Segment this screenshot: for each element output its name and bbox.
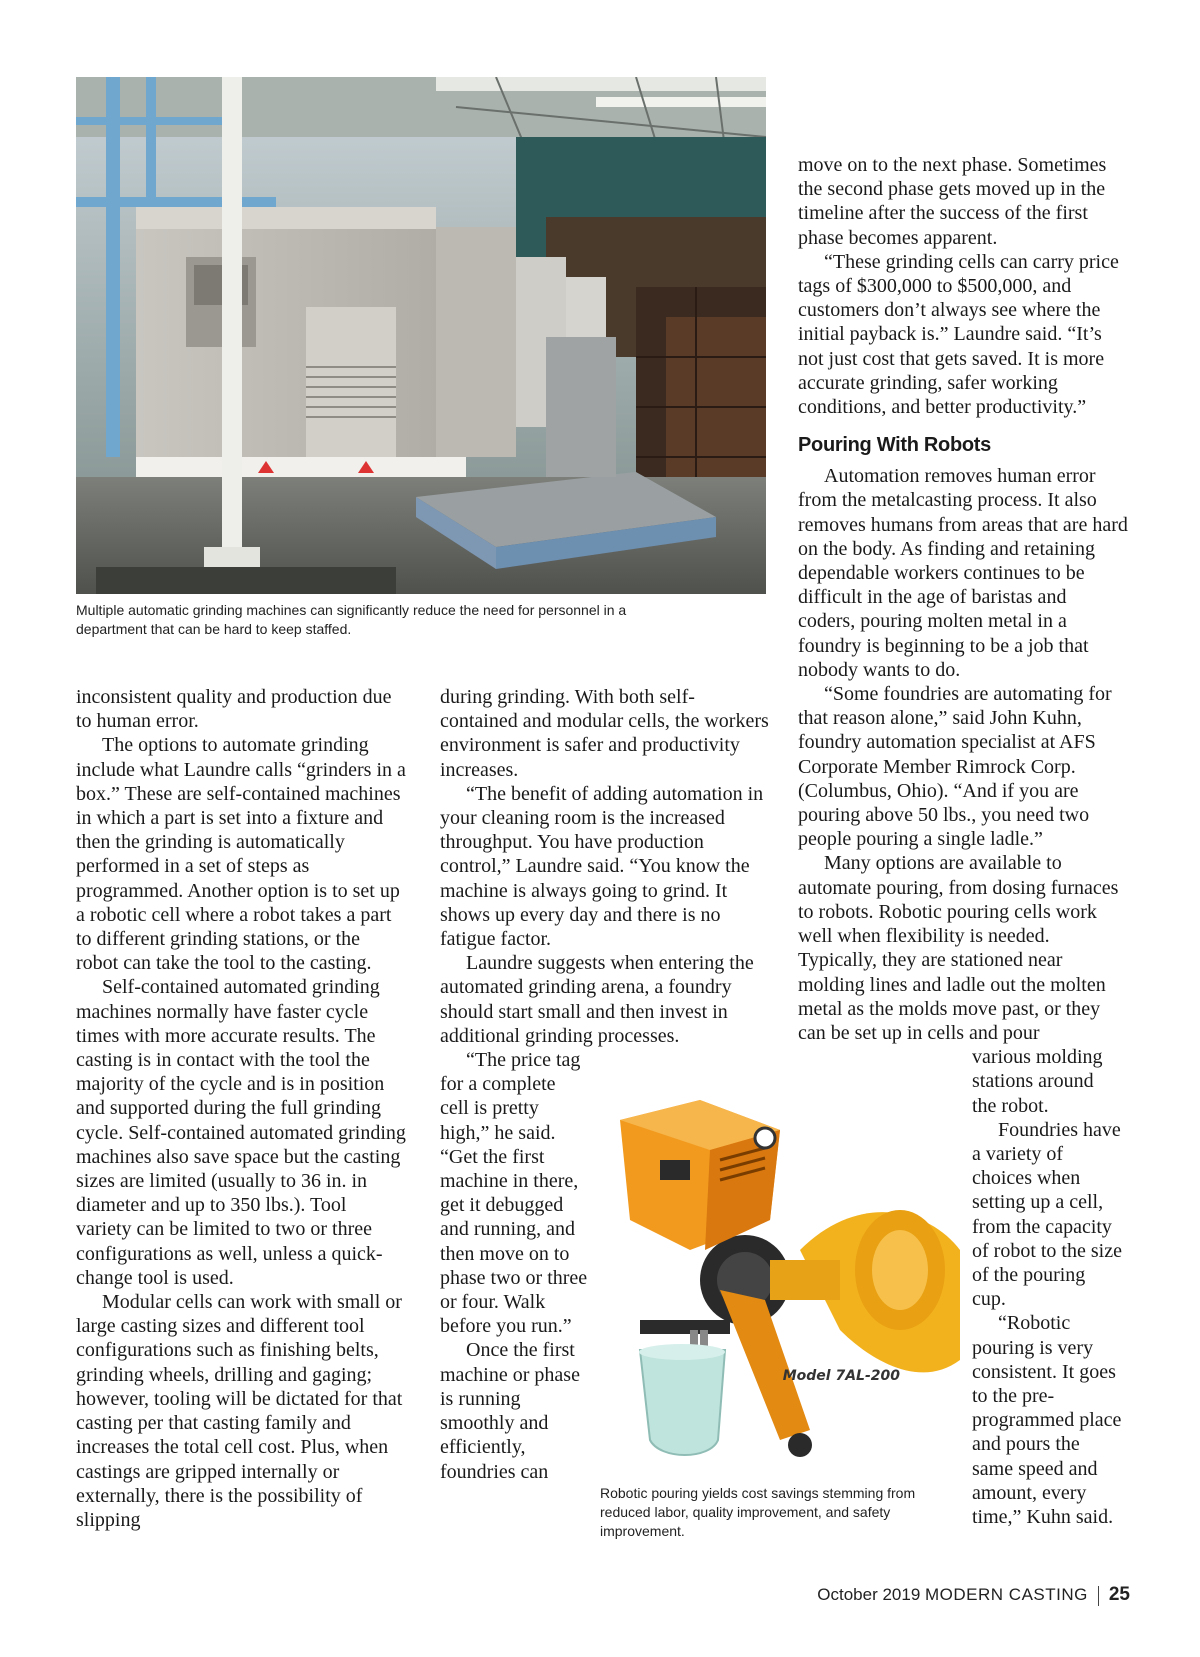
footer-issue: October 2019 — [817, 1585, 921, 1604]
col2-paragraph-4: “The price tag for a complete cell is pretty high,” he said. “Get the first machine in there, get it debugged and running, and then move on to phase two or three or four. Walk before you run.” — [440, 1049, 588, 1338]
col2-paragraph-1: during grinding. With both self-contained and modular cells, the workers environment is safer and productivity increases. — [440, 686, 769, 781]
col3-paragraph-3: Automation removes human error from the metalcasting process. It also removes humans from areas that are hard on the body. As finding and retaining dependable workers continues to be difficult in the age of baristas and coders, pouring molten metal in a foundry is beginning to be a job that nobody wants to do. — [798, 465, 1128, 681]
footer-divider — [1098, 1586, 1099, 1606]
page-number: 25 — [1108, 1584, 1130, 1605]
section-heading: Pouring With Robots — [798, 434, 991, 457]
col3-paragraph-4: “Some foundries are automating for that reason alone,” said John Kuhn, foundry automation specialist at AFS Corporate Member Rimrock Corp. (Columbus, Ohio). “And if you are pouring above 50 lbs., you need two people pouring a single ladle.” — [798, 683, 1112, 851]
photo-caption: Multiple automatic grinding machines can significantly reduce the need for personnel in a department that can be hard to keep staffed. — [76, 602, 627, 637]
col1-paragraph-3: Self-contained automated grinding machines normally have faster cycle times with more accurate results. The casting is in contact with the tool the majority of the cycle and is in position and supported during the full grinding cycle. Self-contained automated grinding machines also save space but the casting sizes are limited (usually to 36 in. in diameter and up to 350 lbs.). Tool variety can be limited to two or three configurations as well, unless a quick-change tool is used. — [76, 976, 406, 1289]
col3-paragraph-6: various molding stations around the robot. — [972, 1046, 1103, 1117]
col3-paragraph-2: “These grinding cells can carry price tags of $300,000 to $500,000, and customers don’t always see where the initial payback is.” Laundre said. “It’s not just cost that gets saved. It is more accurate grinding, safer working conditions, and better productivity.” — [798, 250, 1119, 419]
col3-paragraph-7: Foundries have a variety of choices when setting up a cell, from the capacity of robot to the size of the pouring cup. — [972, 1118, 1122, 1311]
col2-paragraph-5: Once the first machine or phase is running smoothly and efficiently, foundries can — [440, 1339, 580, 1483]
col1-paragraph-1: inconsistent quality and production due to human error. — [76, 686, 392, 733]
col3-paragraph-8: “Robotic pouring is very consistent. It goes to the pre-programmed place and pours the same speed and amount, every time,” Kuhn said. — [972, 1312, 1122, 1528]
col3-paragraph-1: move on to the next phase. Sometimes the second phase gets moved up in the timeline after the success of the first phase becomes apparent. — [798, 154, 1107, 249]
col2-paragraph-3: Laundre suggests when entering the automated grinding arena, a foundry should start small and then invest in additional grinding processes. — [440, 952, 754, 1047]
col1-paragraph-4: Modular cells can work with small or large casting sizes and different tool configurations such as finishing belts, grinding wheels, drilling and gaging; however, tooling will be dictated for that casting per that casting family and increases the total cell cost. Plus, when castings are gripped internally or externally, there is the possibility of slipping — [76, 1291, 403, 1531]
col3-paragraph-5: Many options are available to automate pouring, from dosing furnaces to robots. Robotic pouring cells work well when flexibility is needed. Typically, they are stationed near molding lines and ladle out the molten metal as the molds move past, or they can be set up in cells and pour — [798, 852, 1119, 1044]
col1-paragraph-2: The options to automate grinding include what Laundre calls “grinders in a box.” These are self-contained machines in which a part is set into a fixture and then the grinding is automatically performed in a set of steps as programmed. Another option is to set up a robotic cell where a robot takes a part to different grinding stations, or the robot can take the tool to the casting. — [76, 734, 406, 975]
column-3 — [798, 153, 1128, 1529]
robot-caption: Robotic pouring yields cost savings stemming from reduced labor, quality improvement, and safety improvement. — [600, 1485, 916, 1539]
grinding-machines-photo — [76, 77, 766, 594]
col2-paragraph-2: “The benefit of adding automation in your cleaning room is the increased throughput. You have production control,” Laundre said. “You know the machine is always going to grind. It shows up every day and there is no fatigue factor. — [440, 782, 764, 951]
column-1 — [76, 685, 406, 1532]
robot-model-label: Model 7AL-200 — [782, 1368, 900, 1384]
page-footer — [817, 1584, 1130, 1606]
footer-magazine: MODERN CASTING — [925, 1585, 1088, 1604]
